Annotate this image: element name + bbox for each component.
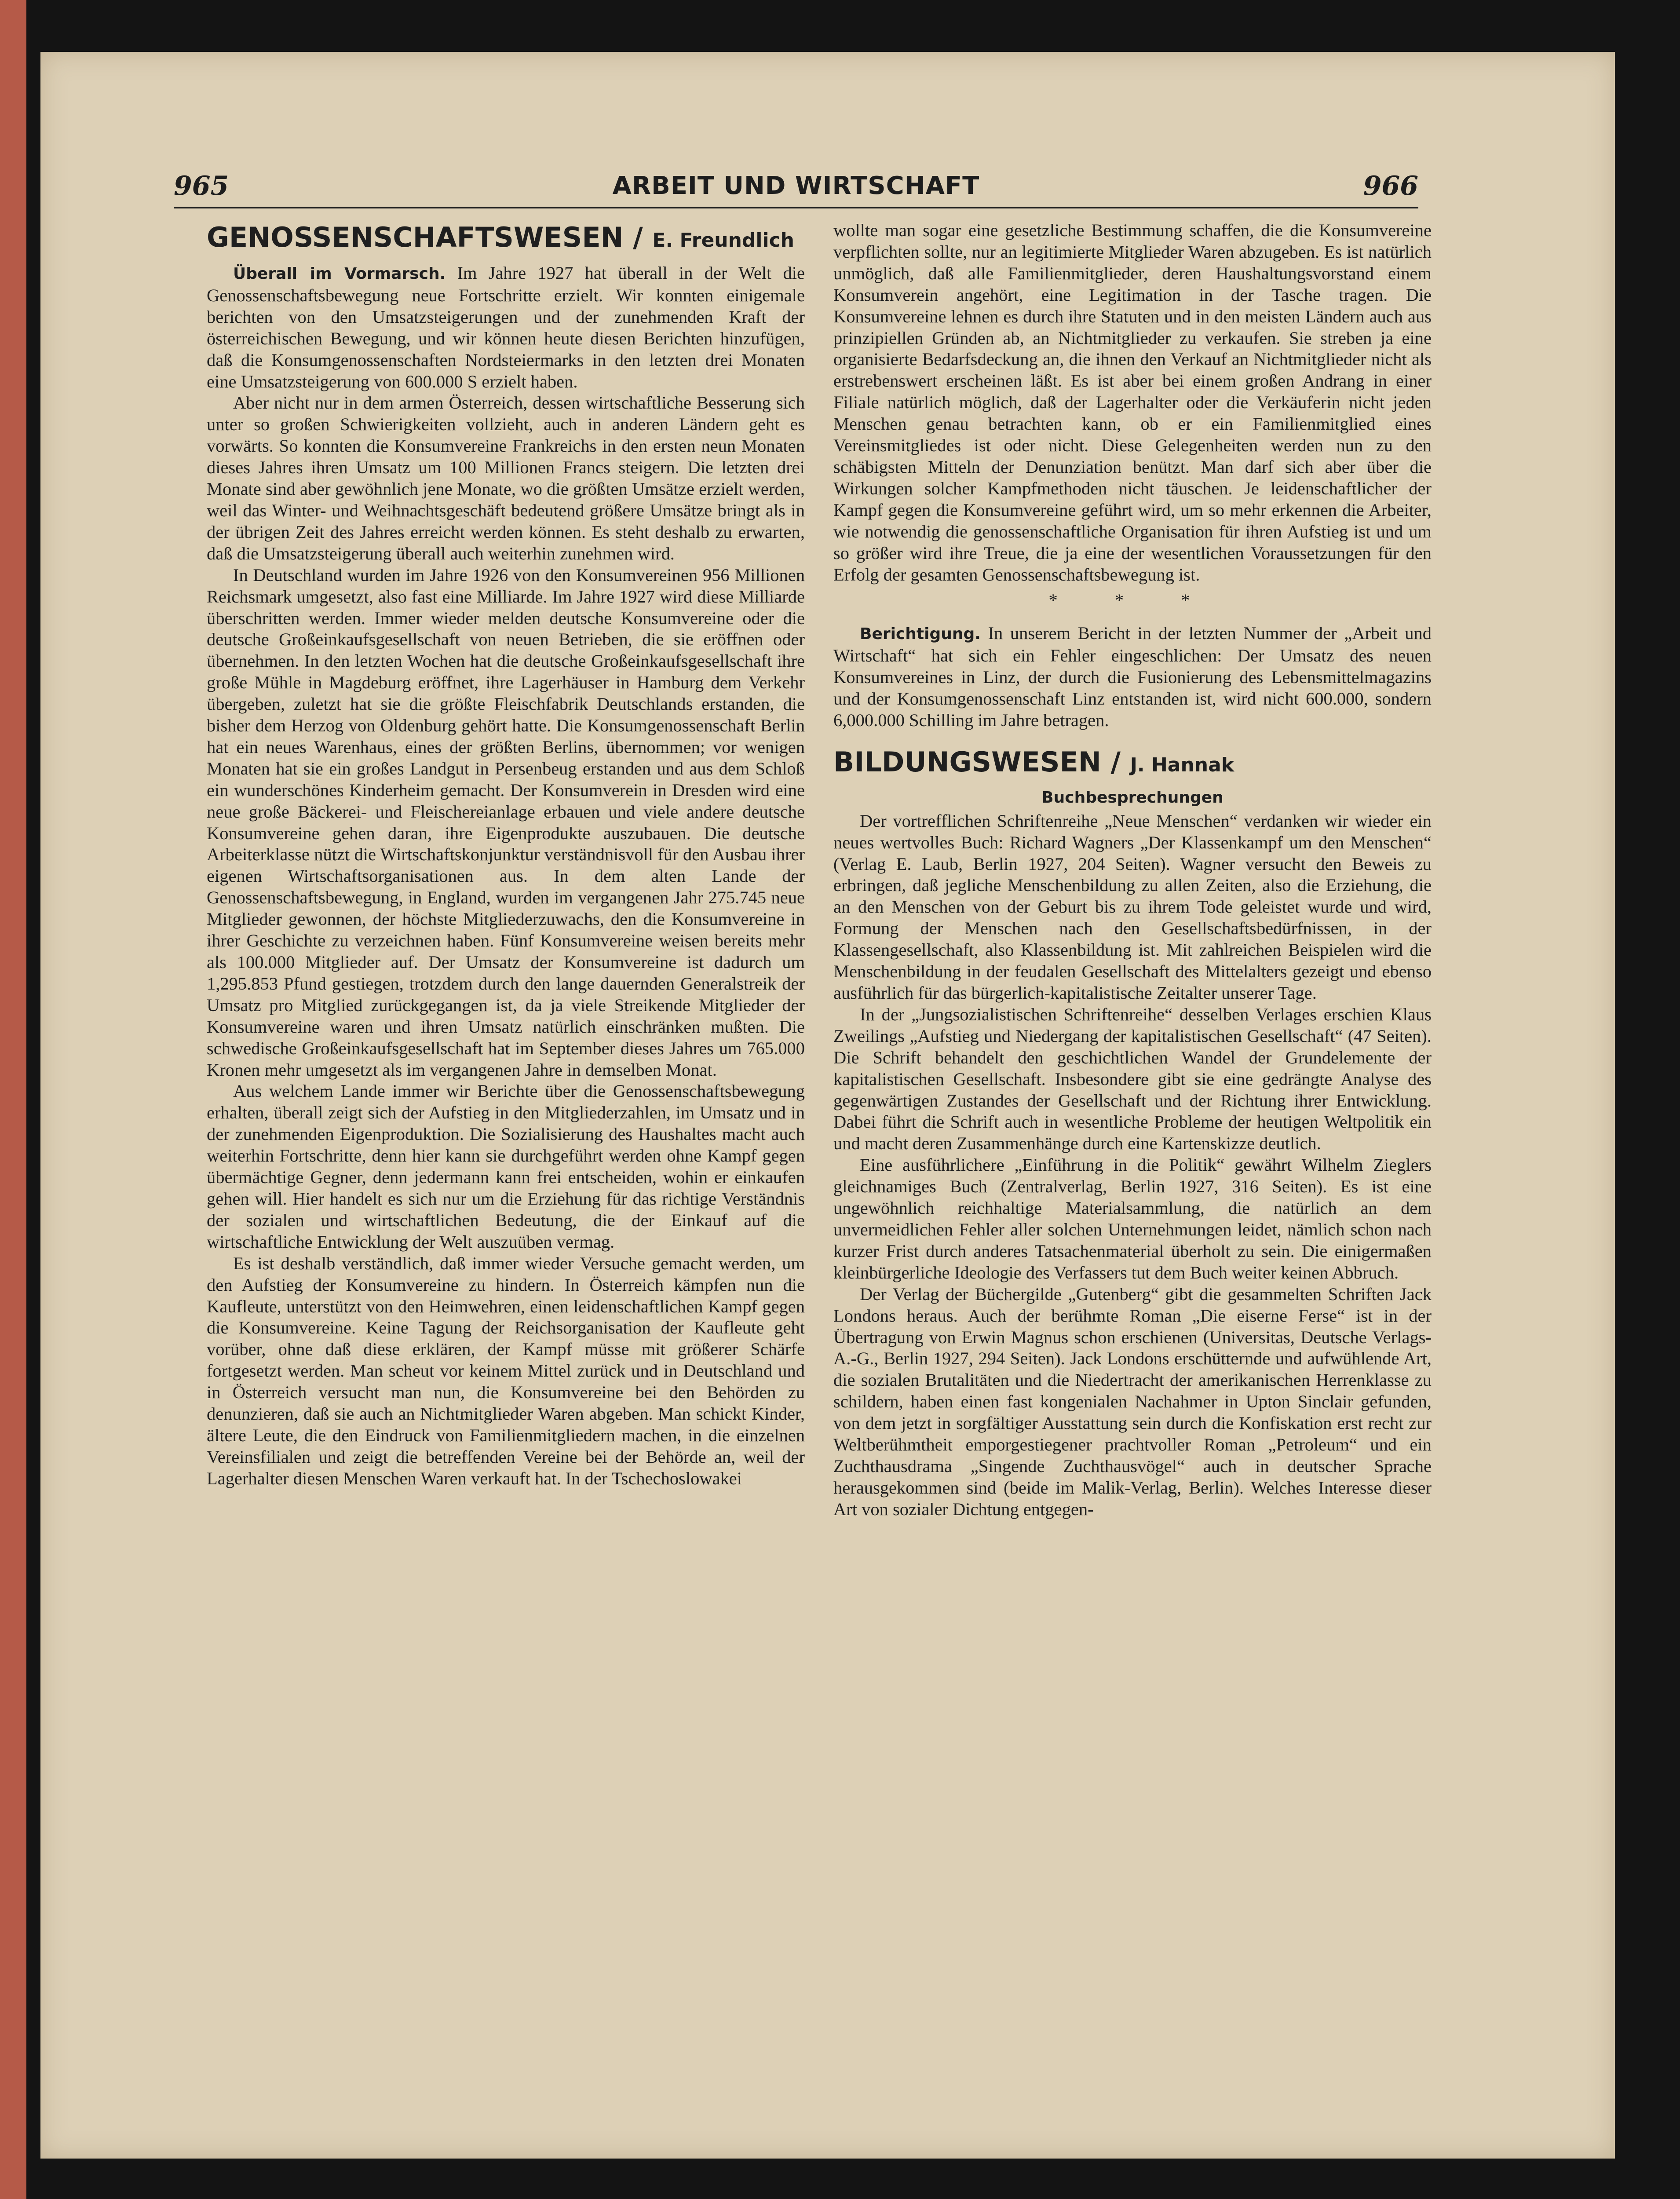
section-separator: * * *	[1048, 590, 1216, 610]
section-title-text: GENOSSENSCHAFTSWESEN	[207, 221, 624, 253]
correction-notice	[833, 623, 1432, 731]
paragraph-continued: wollte man sogar eine gesetzliche Bestimmung schaffen, die die Konsumvereine verpflichten sollte, nur an legitimierte Mitglieder Waren abzugeben. Es ist natürlich unmöglich, daß alle Familienmitglieder, deren Haushaltungsvorstand einem Konsumverein angehört, eine Legitimation in der Tasche tragen. Die Konsumvereine lehnen es durch ihre Statuten und in den meisten Ländern auch aus prinzipiellen Gründen ab, an Nichtmitglieder zu verkaufen. Sie streben ja eine organisierte Bedarfsdeckung an, die ihnen den Verkauf an Nichtmitglieder nicht als erstrebenswert erscheinen läßt. Es ist aber bei einem großen Andrang in einer Filiale natürlich möglich, daß der Lagerhalter oder die Verkäuferin nicht jeden Menschen genau betrachten kann, ob er ein Familienmitglied eines Vereinsmitgliedes ist oder nicht. Diese Gelegenheiten werden nun zu den schäbigsten Mitteln der Denunziation benützt. Man darf sich aber über die Wirkungen solcher Kampfmethoden nicht täuschen. Je leidenschaftlicher der Kampf gegen die Konsumvereine geführt wird, um so mehr erkennen die Arbeiter, wie notwendig die genossenschaftliche Organisation für ihren Aufstieg ist und um so größer wird ihre Treue, die ja eine der wesentlichen Voraussetzungen für den Erfolg der gesamten Genossenschaftsbewegung ist.	[833, 220, 1432, 584]
paragraph	[207, 263, 805, 392]
runin-heading: Berichtigung.	[860, 625, 981, 643]
paragraph: Eine ausführlichere „Einführung in die Politik“ gewährt Wilhelm Zieglers gleichnamiges Buch (Zentralverlag, Berlin 1927, 316 Seiten). Es ist eine ungewöhnlich reichhaltige Materialsammlung, die natürlich an dem unvermeidlichen Fehler aller solchen Unternehmungen leidet, nämlich schon nach kurzer Frist durch anderes Tatsachenmaterial überholt zu sein. Die einigermaßen kleinbürgerliche Ideologie des Verfassers tut dem Buch weiter keinen Abbruch.	[833, 1155, 1432, 1282]
page-number-left: 965	[174, 171, 229, 201]
page-header	[174, 163, 1418, 208]
section-title-text: BILDUNGSWESEN	[833, 745, 1101, 778]
paragraph: Es ist deshalb verständlich, daß immer wieder Versuche gemacht werden, um den Aufstieg der Konsumvereine zu hindern. In Österreich kämpfen nun die Kaufleute, unterstützt von den Heimwehren, einen leidenschaftlichen Kampf gegen die Konsumvereine. Keine Tagung der Reichsorganisation der Kaufleute geht vorüber, ohne daß diese erklären, der Kampf müsse mit größerer Schärfe fortgesetzt werden. Man scheut vor keinem Mittel zurück und in Deutschland und in Österreich versucht man nun, die Konsumvereine bei den Behörden zu denunzieren, daß sie auch an Nichtmitglieder Waren abgeben. Man schickt Kinder, ältere Leute, die den Eindruck von Familienmitgliedern machen, in die einzelnen Vereinsfilialen und zeigt die betreffenden Vereine bei der Behörde an, weil der Lagerhalter diesen Menschen Waren verkauft hat. In der Tschechoslowakei	[207, 1253, 805, 1488]
paragraph: Der Verlag der Büchergilde „Gutenberg“ gibt die gesammelten Schriften Jack Londons heraus. Auch der berühmte Roman „Die eiserne Ferse“ ist in der Übertragung von Erwin Magnus schon erschienen (Universitas, Deutsche Verlags-A.-G., Berlin 1927, 294 Seiten). Jack Londons erschütternde und aufwühlende Art, die sozialen Brutalitäten und die Niedertracht der amerikanischen Herrenklasse zu schildern, haben einen fast kongenialen Nachahmer in Upton Sinclair gefunden, von dem jetzt in sorgfältiger Ausstattung sein durch die Konfiskation erst recht zur Weltberühmtheit emporgestiegener prachtvoller Roman „Petroleum“ und ein Zuchthausdrama „Singende Zuchthausvögel“ auch in deutscher Sprache herausgekommen sind (beide im Malik-Verlag, Berlin). Welches Interesse dieser Art von sozialer Dichtung entgegen-	[833, 1284, 1432, 1519]
paragraph: Aber nicht nur in dem armen Österreich, dessen wirtschaftliche Besserung sich unter so großen Schwierigkeiten vollzieht, auch in anderen Ländern geht es vorwärts. So konnten die Konsumvereine Frankreichs in den ersten neun Monaten dieses Jahres ihren Umsatz um 100 Millionen Francs steigern. Die letzten drei Monate sind aber gewöhnlich jene Monate, wo die größten Umsätze erzielt werden, weil das Winter- und Weihnachtsgeschäft bedeutend größere Umsätze bringt als in der übrigen Zeit des Jahres erreicht werden können. Es steht deshalb zu erwarten, daß die Umsatzsteigerung überall auch weiterhin zunehmen wird.	[207, 393, 805, 563]
section-author: E. Freundlich	[652, 229, 794, 252]
paragraph: In Deutschland wurden im Jahre 1926 von den Konsumvereinen 956 Millionen Reichsmark umgesetzt, also fast eine Milliarde. Im Jahre 1927 wird diese Milliarde überschritten werden. Immer wieder melden deutsche Konsumvereine oder die deutsche Großeinkaufsgesellschaft von neuen Betrieben, die sie eröffnen oder übernehmen. In den letzten Wochen hat die deutsche Großeinkaufsgesellschaft ihre große Mühle in Magdeburg eröffnet, ihre Lagerhäuser in Hamburg dem Verkehr übergeben, zuletzt hat sie die größte Fleischfabrik Deutschlands erstanden, die bisher dem Herzog von Oldenburg gehört hatte. Die Konsumgenossenschaft Berlin hat ein neues Warenhaus, eines der größten Berlins, übernommen; vor wenigen Monaten hat sie ein großes Landgut in Persenbeug erstanden und aus dem Schloß ein wunderschönes Kinderheim gemacht. Der Konsumverein in Dresden wird eine neue große Bäckerei- und Fleischereianlage erbauen und viele andere deutsche Konsumvereine gehen daran, ihre Eigenprodukte auszubauen. Die deutsche Arbeiterklasse nützt die Wirtschaftskonjunktur verständnisvoll für den Ausbau ihrer eigenen Wirtschaftsorganisationen aus. In dem alten Lande der Genossenschaftsbewegung, in England, wurden im vergangenen Jahr 275.745 neue Mitglieder gewonnen, der höchste Mitgliederzuwachs, den die Konsumvereine in ihrer Geschichte zu verzeichnen haben. Fünf Konsumvereine weisen bereits mehr als 100.000 Mitglieder auf. Der Umsatz der Konsumvereine ist dadurch um 1,295.853 Pfund gestiegen, trotzdem durch den lange dauernden Generalstreik der Umsatz pro Mitglied zurückgegangen ist, da ja viele Streikende Mitglieder der Konsumvereine waren und ihren Umsatz natürlich einschränken mußten. Die schwedische Großeinkaufsgesellschaft hat im September dieses Jahres um 765.000 Kronen mehr umgesetzt als im vergangenen Jahre in demselben Monat.	[207, 565, 805, 1080]
column-right	[833, 220, 1432, 1520]
paragraph: In der „Jungsozialistischen Schriftenreihe“ desselben Verlages erschien Klaus Zweilings „Aufstieg und Niedergang der kapitalistischen Gesellschaft“ (47 Seiten). Die Schrift behandelt den geschichtlichen Wandel der Grundelemente der kapitalistischen Gesellschaft. Insbesondere gibt sie eine gedrängte Analyse des gegenwärtigen Zustandes der Gesellschaft und der Richtung ihrer Entwicklung. Dabei führt die Schrift auch in wesentliche Probleme der heutigen Weltpolitik ein und macht deren Zusammenhänge durch eine Kartenskizze deutlich.	[833, 1004, 1432, 1154]
paragraph: Der vortrefflichen Schriftenreihe „Neue Menschen“ verdanken wir wieder ein neues wertvolles Buch: Richard Wagners „Der Klassenkampf um den Menschen“ (Verlag E. Laub, Berlin 1927, 204 Seiten). Wagner versucht den Beweis zu erbringen, daß jegliche Menschenbildung zu allen Zeiten, also die Erziehung, die an den Menschen von der Geburt bis zu ihrem Tode geleistet wurde und wird, Formung der Menschen nach den Gesellschaftsbedürfnissen, in der Klassengesellschaft, also Klassenbildung ist. Mit zahlreichen Beispielen wird die Menschenbildung in der feudalen Gesellschaft des Mittelalters gezeigt und ebenso ausführlich für das bürgerlich-kapitalistische Zeitalter unserer Tage.	[833, 811, 1432, 1003]
section-title-bildungswesen	[833, 745, 1432, 783]
journal-title: ARBEIT UND WIRTSCHAFT	[612, 172, 980, 200]
section-title-genossenschaftswesen	[207, 220, 805, 258]
adjacent-page-edge	[0, 0, 26, 2199]
subheading: Buchbesprechungen	[1041, 788, 1223, 807]
title-separator: /	[633, 221, 643, 253]
page-number-right: 966	[1363, 171, 1418, 201]
column-left	[207, 220, 805, 1490]
title-separator: /	[1110, 745, 1121, 778]
paragraph-text: In unserem Bericht in der letzten Nummer der „Arbeit und Wirtschaft“ hat sich ein Fehler eingeschlichen: Der Umsatz des neuen Konsumvereines in Linz, der durch die Fusionierung des Lebensmittelmagazins und der Konsumgenossenschaft Linz entstanden ist, wird nicht 600.000, sondern 6,000.000 Schilling im Jahre betragen.	[833, 623, 1432, 730]
paragraph: Aus welchem Lande immer wir Berichte über die Genossenschaftsbewegung erhalten, überall zeigt sich der Aufstieg in den Mitgliederzahlen, im Umsatz und in der zunehmenden Eigenproduktion. Die Sozialisierung des Haushaltes macht auch weiterhin Fortschritte, denn hier kann sie durchgeführt werden ohne Kampf gegen übermächtige Gegner, denn jedermann kann frei entscheiden, wohin er einkaufen gehen will. Hier handelt es sich nur um die Erziehung für das richtige Verständnis der sozialen und wirtschaftlichen Bedeutung, die der Einkauf auf die wirtschaftliche Entwicklung der Welt auszuüben vermag.	[207, 1081, 805, 1252]
paragraph-text: Im Jahre 1927 hat überall in der Welt die Genossenschaftsbewegung neue Fortschritte erzielt. Wir konnten einigemale berichten von den Umsatzsteigerungen und der zunehmenden Kraft der österreichischen Bewegung, und wir können heute diesen Berichten hinzufügen, daß die Konsumgenossenschaften Nordsteiermarks in den letzten drei Monaten eine Umsatzsteigerung von 600.000 S erzielt haben.	[207, 263, 805, 391]
runin-heading: Überall im Vormarsch.	[233, 265, 446, 283]
section-author: J. Hannak	[1130, 753, 1234, 776]
